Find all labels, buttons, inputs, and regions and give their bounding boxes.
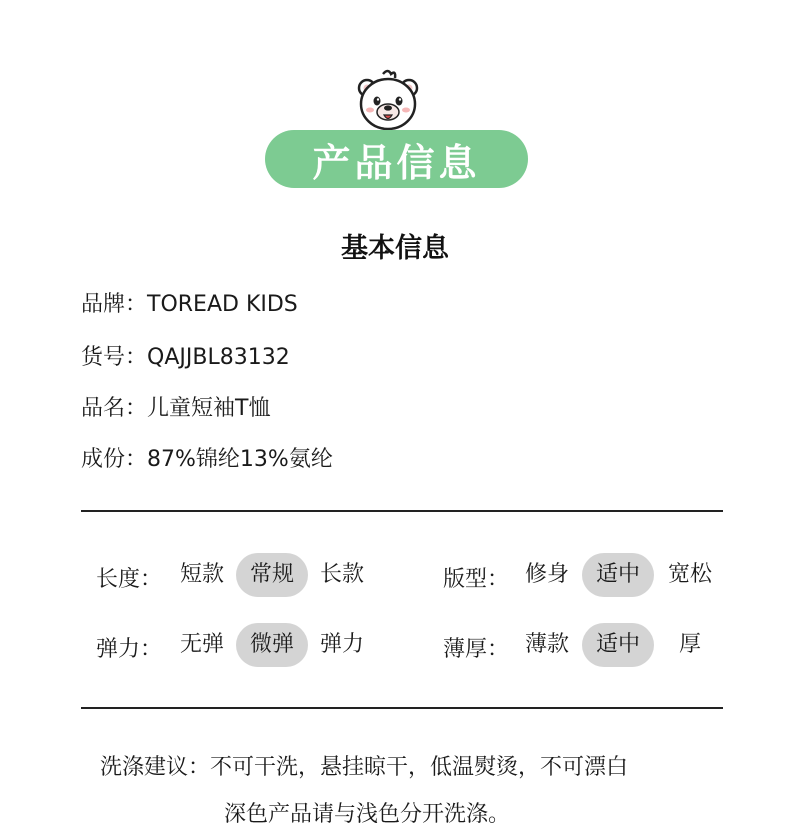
info-row-sku bbox=[81, 340, 290, 371]
info-value: 87%锦纶13%氨纶 bbox=[147, 447, 333, 472]
option-length-0: 短款 bbox=[179, 562, 224, 587]
option-elasticity-0: 无弹 bbox=[179, 632, 224, 657]
option-thickness-0: 薄款 bbox=[524, 632, 569, 657]
attr-label-thickness: 薄厚： bbox=[443, 637, 510, 662]
info-value: 儿童短袖T恤 bbox=[147, 396, 271, 421]
info-label: 成份： bbox=[81, 447, 148, 472]
info-label: 品牌： bbox=[81, 292, 148, 317]
info-value: QAJJBL83132 bbox=[147, 345, 290, 370]
attr-label-fit: 版型： bbox=[443, 567, 510, 592]
option-thickness-2: 厚 bbox=[678, 632, 701, 657]
divider-bottom bbox=[81, 707, 723, 709]
attr-label-length: 长度： bbox=[96, 567, 163, 592]
info-row-name bbox=[81, 391, 270, 422]
care-text: 不可干洗，悬挂晾干，低温熨烫，不可漂白 bbox=[210, 755, 629, 780]
care-label: 洗涤建议： bbox=[100, 755, 211, 780]
attr-label-elasticity: 弹力： bbox=[96, 637, 163, 662]
option-fit-1-selected: 适中 bbox=[582, 553, 654, 597]
option-length-1-selected: 常规 bbox=[236, 553, 308, 597]
divider-top bbox=[81, 510, 723, 512]
product-info-banner: 产品信息 bbox=[265, 130, 528, 188]
polar-bear-mascot-icon bbox=[355, 68, 421, 134]
info-row-material bbox=[81, 442, 333, 473]
info-row-brand bbox=[81, 287, 298, 318]
option-elasticity-2: 弹力 bbox=[319, 632, 364, 657]
option-length-2: 长款 bbox=[319, 562, 364, 587]
info-label: 品名： bbox=[81, 396, 148, 421]
care-line-2: 深色产品请与浅色分开洗涤。 bbox=[224, 802, 511, 827]
care-line-1 bbox=[100, 750, 628, 781]
option-fit-2: 宽松 bbox=[667, 562, 712, 587]
option-elasticity-1-selected: 微弹 bbox=[236, 623, 308, 667]
option-fit-0: 修身 bbox=[524, 562, 569, 587]
section-title: 基本信息 bbox=[341, 233, 449, 264]
info-value: TOREAD KIDS bbox=[147, 292, 298, 317]
option-thickness-1-selected: 适中 bbox=[582, 623, 654, 667]
info-label: 货号： bbox=[81, 345, 148, 370]
